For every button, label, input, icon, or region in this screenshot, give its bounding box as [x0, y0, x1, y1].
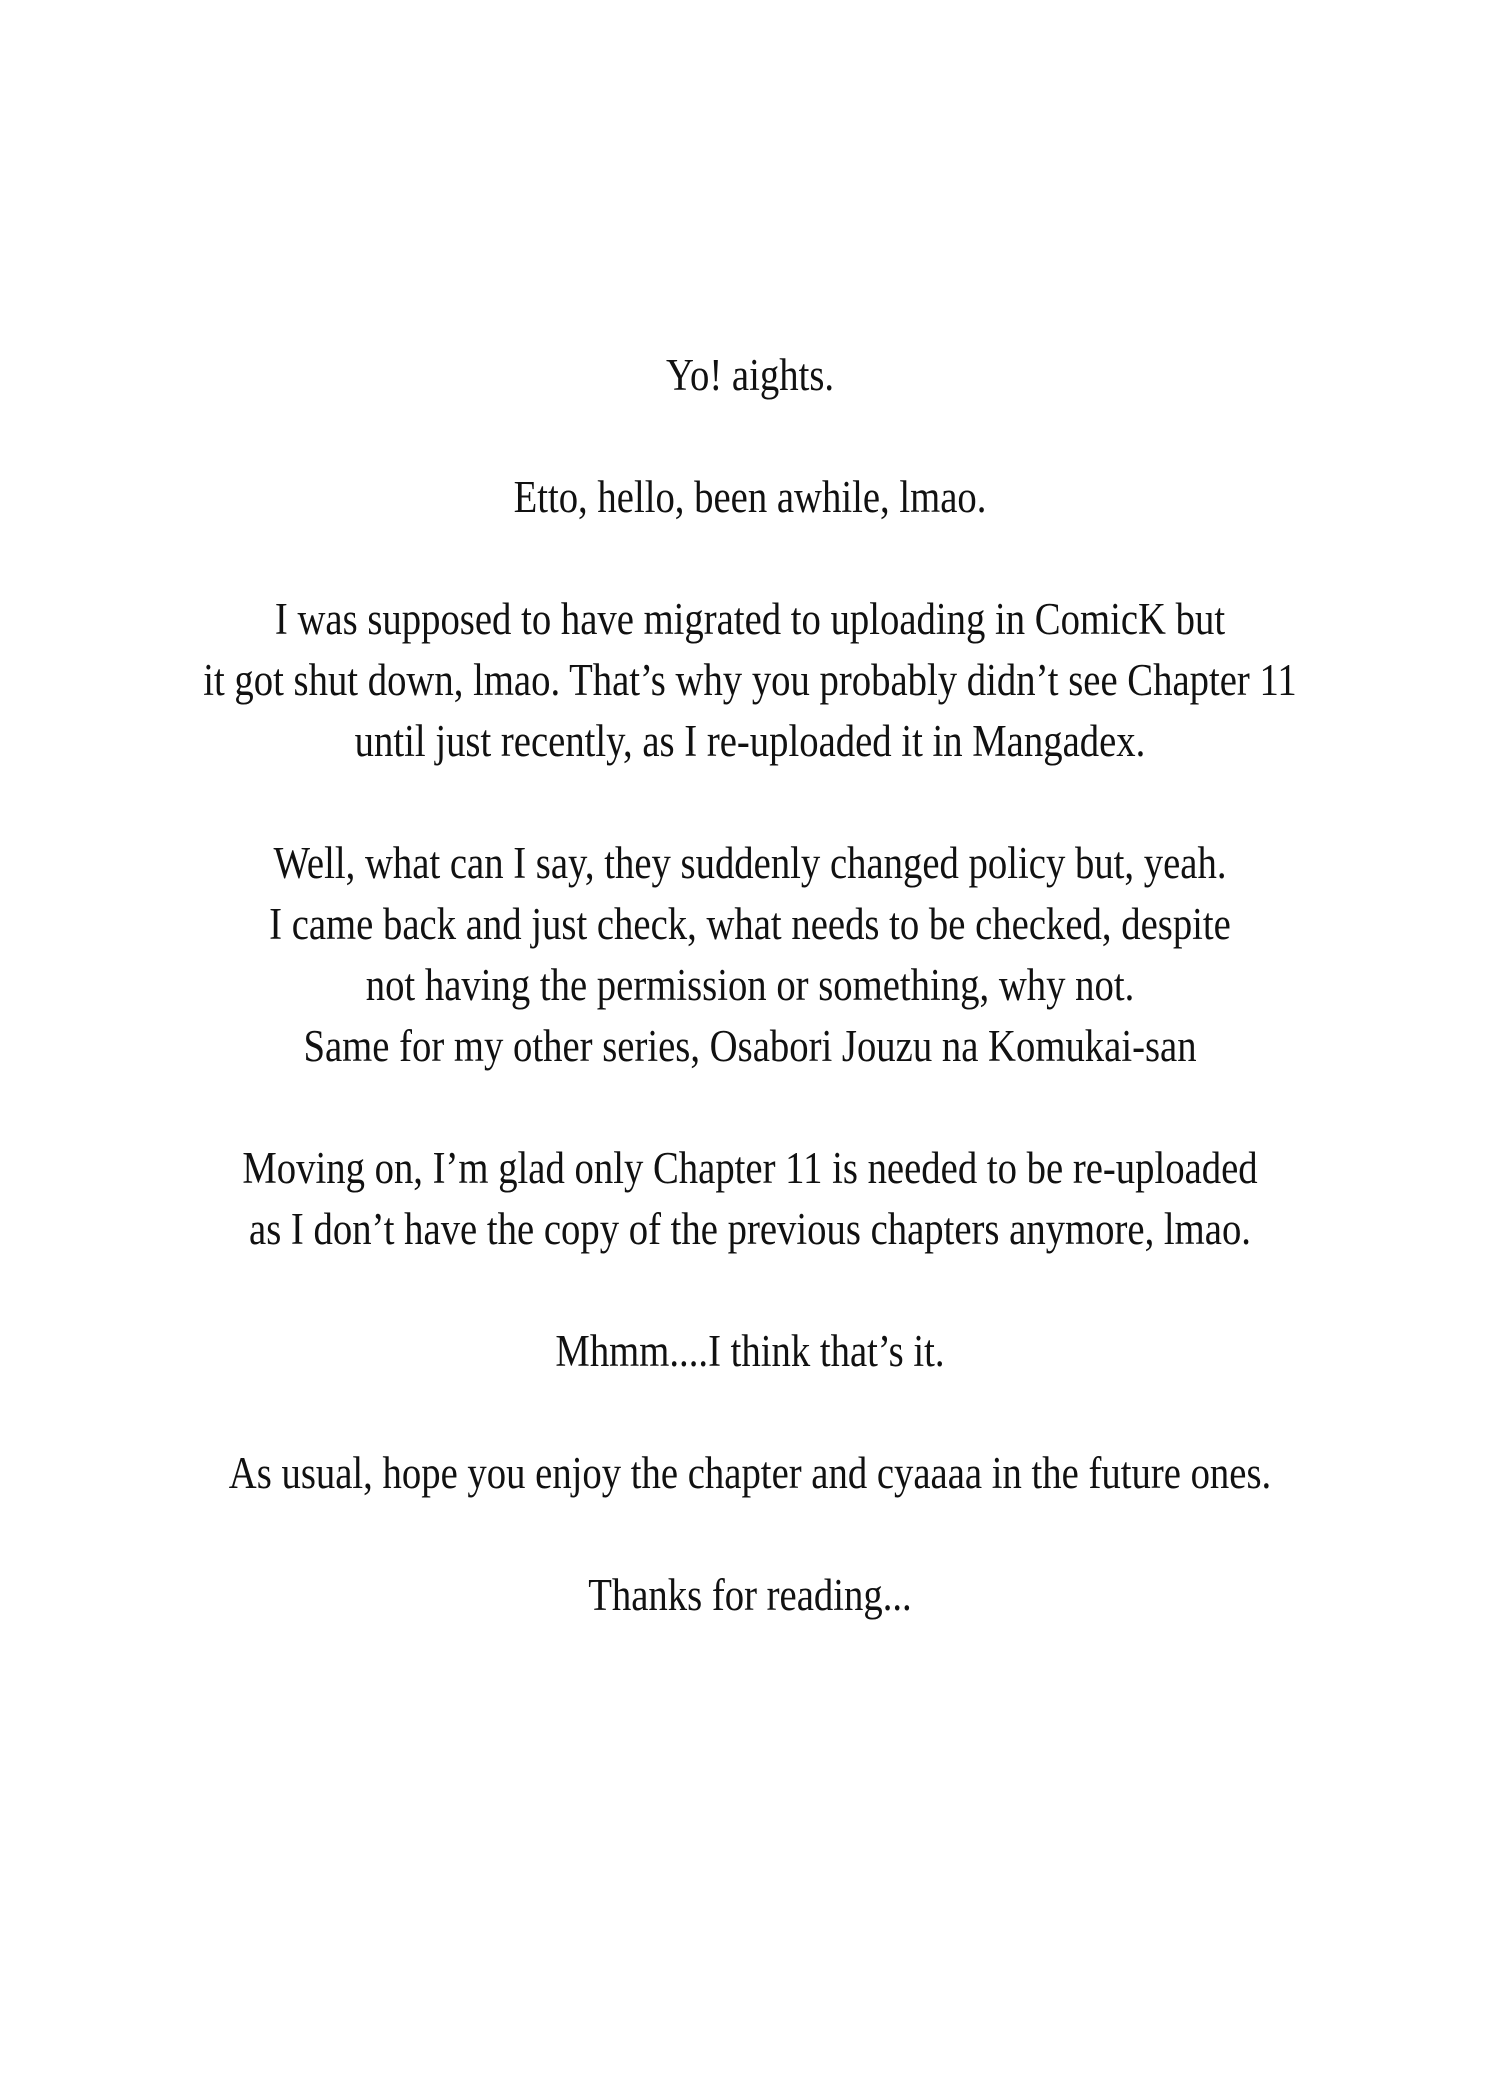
note-paragraph-enjoy	[105, 1443, 1395, 1504]
note-line: I came back and just check, what needs to be checked, despite	[269, 899, 1231, 949]
translator-note	[105, 345, 1395, 1687]
note-paragraph-migration	[105, 589, 1395, 772]
note-line: Etto, hello, been awhile, lmao.	[513, 472, 987, 522]
note-line: As usual, hope you enjoy the chapter and cyaaaa in the future ones.	[228, 1448, 1272, 1498]
note-line: as I don’t have the copy of the previous chapters anymore, lmao.	[249, 1204, 1251, 1254]
note-paragraph-greeting	[105, 345, 1395, 406]
note-line: Well, what can I say, they suddenly changed policy but, yeah.	[273, 838, 1227, 888]
note-line: I was supposed to have migrated to uploading in ComicK but	[274, 594, 1226, 644]
note-line: Moving on, I’m glad only Chapter 11 is needed to be re-uploaded	[242, 1143, 1258, 1193]
note-line: not having the permission or something, why not.	[365, 960, 1135, 1010]
note-line: Same for my other series, Osabori Jouzu na Komukai-san	[303, 1021, 1197, 1071]
note-paragraph-moving-on	[105, 1138, 1395, 1260]
note-line: Thanks for reading...	[588, 1570, 912, 1620]
note-paragraph-that-is-it	[105, 1321, 1395, 1382]
note-line: until just recently, as I re-uploaded it in Mangadex.	[354, 716, 1146, 766]
note-paragraph-hello	[105, 467, 1395, 528]
note-paragraph-thanks	[105, 1565, 1395, 1626]
note-line: Yo! aights.	[665, 350, 835, 400]
note-paragraph-policy	[105, 833, 1395, 1077]
note-line: it got shut down, lmao. That’s why you probably didn’t see Chapter 11	[203, 655, 1297, 705]
note-line: Mhmm....I think that’s it.	[555, 1326, 945, 1376]
